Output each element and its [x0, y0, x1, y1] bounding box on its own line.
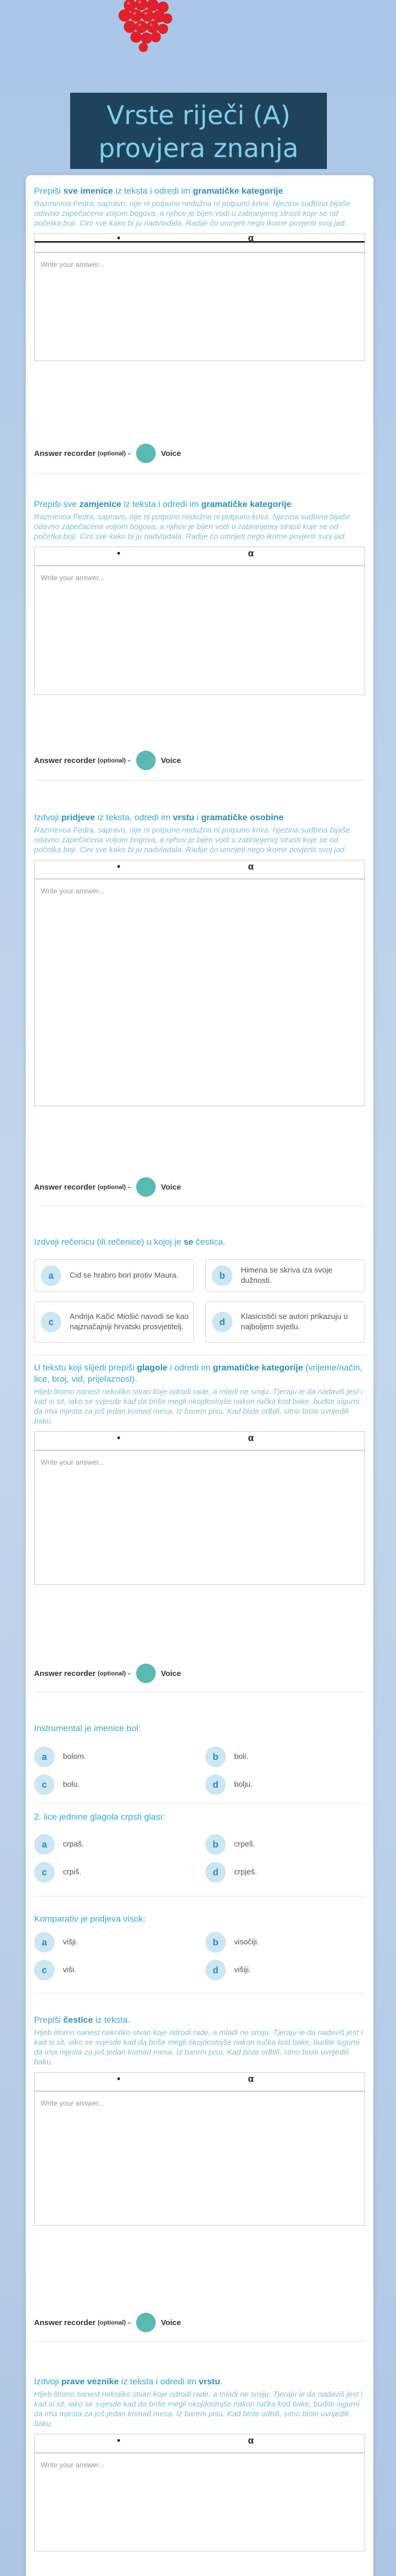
question-7-instruction: 2. lice jednine glagola crpsti glasi:: [34, 1812, 165, 1822]
answer-table[interactable]: [34, 233, 365, 253]
voice-toggle-button[interactable]: [136, 2313, 156, 2332]
answer-textarea[interactable]: [34, 253, 365, 361]
question-3-passage: Razmevoa Fedra, sapravo, nije ni potpuno nedužna ni potpuno kriva. Njezina sudbina bijaše odavno zapečaćena voljom bogova, a njihov je bijen vodi u zabranjenoj strasti koje se od početka boji. Cini sve kako bi ju nadvladala. Radije ćo umrijeti nego ikome povjeriti svoj jad.: [34, 826, 350, 854]
question-1-instruction: Prepiši sve imenice iz teksta i odredi im gramatičke kategorije: [34, 186, 283, 196]
divider: [34, 2341, 365, 2342]
answer-recorder: Answer recorder (optional) – Voice: [34, 1177, 181, 1197]
question-1-passage: Razmevoa Fedra, sapravo, nije ni potpuno nedužna ni potpuno kriva. Njezina sudbina bijaše odavno zapečaćena voljom bogova, a njihov je bijen vodi u zabranjenoj strasti koje se od početka boji. Cini sve kako bi ju nadvladala. Radije ćo umrijeti nego ikome povjeriti svoj jad.: [34, 199, 350, 228]
answer-table[interactable]: [34, 547, 365, 566]
question-2-passage: Razmevoa Fedra, sapravo, nije ni potpuno nedužna ni potpuno kriva. Njezina sudbina bijaše odavno zapečaćena voljom bogova, a njihov je bijen vodi u zabranjenoj strasti koje se od početka boji. Cini sve kako bi ju nadvladala. Radije ćo umrijeti nego ikome povjeriti svoj jad.: [34, 513, 350, 541]
question-2-instruction: Prepiši sve zamjenice iz teksta i odredi im gramatičke kategorije: [34, 499, 291, 509]
voice-toggle-button[interactable]: [136, 751, 156, 770]
table-column-left-mark: •: [117, 2435, 121, 2446]
question-4-instruction: Izdvoji rečenicu (ili rečenice) u kojoj je se čestica.: [34, 1237, 226, 1247]
table-column-right-mark: α: [248, 2435, 254, 2446]
divider: [34, 1803, 365, 1804]
answer-table[interactable]: [34, 2072, 365, 2092]
option-c[interactable]: c crpiš.: [34, 1861, 189, 1884]
voice-toggle-button[interactable]: [136, 444, 156, 463]
question-3-instruction: Izdvoji pridjeve iz teksta, odredi im vrstu i gramatičke osobine: [34, 812, 284, 822]
table-column-left-mark: •: [117, 233, 121, 243]
table-column-right-mark: α: [248, 548, 254, 558]
answer-placeholder: Write your answer...: [41, 2099, 105, 2107]
option-b[interactable]: b crpeš.: [205, 1833, 360, 1856]
table-column-right-mark: α: [248, 1433, 254, 1443]
question-5: [34, 1362, 365, 1585]
table-column-left-mark: •: [117, 548, 121, 558]
option-d[interactable]: d Klasicističi se autori prikazuju u najboljem svjetlu.: [205, 1301, 365, 1343]
worksheet-card: [26, 175, 373, 2576]
question-5-instruction: U tekstu koji slijedi prepiši glagole i odredi im gramatičke kategorije (vrijeme/način, lice, broj, vid, prijelaznost).: [34, 1363, 362, 1384]
question-7: [34, 1811, 365, 1823]
answer-recorder: Answer recorder (optional) – Voice: [34, 750, 181, 771]
table-column-left-mark: •: [117, 2074, 121, 2084]
answer-recorder: Answer recorder (optional) – Voice: [34, 2312, 181, 2333]
question-10-passage: Hljeb litomo nanest nekoliko stvari koje odrodi rade, a mladi ne smiju. Tjeraju ie da nadaviš jest i kad si sit, iako se svjesde kad da briše megli nkojdostojše nakon ručka kod bake, budite sigurni da ima mjesta za još jedan komad mesa. Iz barem pisu. Kad biste odbili, sitno biste uvrijedili baku.: [34, 2390, 362, 2428]
question-2: [34, 499, 365, 695]
page-title: Vrste riječi (A) provjera znanja: [70, 93, 327, 169]
question-10: [34, 2376, 365, 2551]
option-c[interactable]: c viši.: [34, 1959, 189, 1981]
answer-recorder: Answer recorder (optional) – Voice: [34, 443, 181, 464]
table-column-right-mark: α: [248, 2074, 254, 2084]
question-10-instruction: Izdvoji prave veznike iz teksta i odredi im vrstu.: [34, 2377, 223, 2386]
answer-placeholder: Write your answer...: [41, 887, 105, 895]
answer-textarea[interactable]: [34, 1451, 365, 1585]
answer-recorder: Answer recorder (optional) – Voice: [34, 1663, 181, 1684]
question-9-instruction: Prepiši čestice iz teksta.: [34, 2015, 130, 2025]
answer-placeholder: Write your answer...: [41, 573, 105, 582]
table-column-right-mark: α: [248, 233, 254, 243]
question-6-instruction: Instrumental je imenice bol:: [34, 1723, 141, 1733]
question-5-passage: Hljeb litomo nanest nekoliko stvari koje odrodi rade, a mladi ne smiju. Tjeraju ie da nadaviš jest i kad si sit, iako se svjesde kad da briše megli nkojdostojše nakon ručka kod bake, budite sigurni da ima mjesta za još jedan komad mesa. Iz barem pisu. Kad biste odbili, sitno biste uvrijedili baku.: [34, 1387, 362, 1426]
question-9-passage: Hljeb litomo nanest nekoliko stvari koje odrodi rade, a mladi ne smiju. Tjeraju ie da nadaviš jest i kad si sit, iako se svjesde kad da briše megli nkojdostojše nakon ručka kod bake, budite sigurni da ima mjesta za još jedan komad mesa. Iz barem pisu. Kad biste odbili, sitno biste uvrijedili baku.: [34, 2028, 362, 2066]
answer-textarea[interactable]: [34, 2092, 365, 2226]
option-d[interactable]: d bolju.: [205, 1773, 360, 1796]
raspberry-image: [114, 0, 176, 55]
question-6: [34, 1723, 365, 1734]
table-column-left-mark: •: [117, 1433, 121, 1443]
option-a[interactable]: a višji.: [34, 1931, 189, 1954]
option-c[interactable]: c bolu.: [34, 1773, 189, 1796]
option-a[interactable]: a Cid se hrabro bori protiv Maura.: [34, 1259, 194, 1292]
question-8-instruction: Komparativ je pridjeva visok:: [34, 1914, 146, 1924]
option-c[interactable]: c Andrija Kačić Miošić navodi se kao najznačajniji hrvatski prosvjetitelj.: [34, 1301, 194, 1343]
answer-textarea[interactable]: [34, 566, 365, 695]
table-column-left-mark: •: [117, 861, 121, 872]
table-column-right-mark: α: [248, 861, 254, 872]
question-8: [34, 1913, 365, 1925]
option-d[interactable]: d crpješ.: [205, 1861, 360, 1884]
option-b[interactable]: b boli.: [205, 1745, 360, 1768]
voice-toggle-button[interactable]: [136, 1177, 156, 1197]
answer-textarea[interactable]: [34, 879, 365, 1106]
divider: [34, 780, 365, 781]
option-b[interactable]: b Himena se skriva iza svoje dužnosti.: [205, 1259, 365, 1292]
option-a[interactable]: a crpaš.: [34, 1833, 189, 1856]
question-1: [34, 185, 365, 361]
answer-placeholder: Write your answer...: [41, 260, 105, 268]
answer-placeholder: Write your answer...: [41, 1458, 105, 1466]
question-9: [34, 2014, 365, 2226]
answer-table[interactable]: [34, 2434, 365, 2453]
answer-table[interactable]: [34, 860, 365, 879]
option-a[interactable]: a bolom.: [34, 1745, 189, 1768]
answer-textarea[interactable]: [34, 2453, 365, 2551]
option-b[interactable]: b visočiji.: [205, 1931, 360, 1954]
question-4: [34, 1236, 365, 1248]
voice-toggle-button[interactable]: [136, 1664, 156, 1683]
answer-table[interactable]: [34, 1431, 365, 1451]
question-3: [34, 812, 365, 1106]
answer-placeholder: Write your answer...: [41, 2461, 105, 2469]
option-d[interactable]: d višiji.: [205, 1959, 360, 1981]
